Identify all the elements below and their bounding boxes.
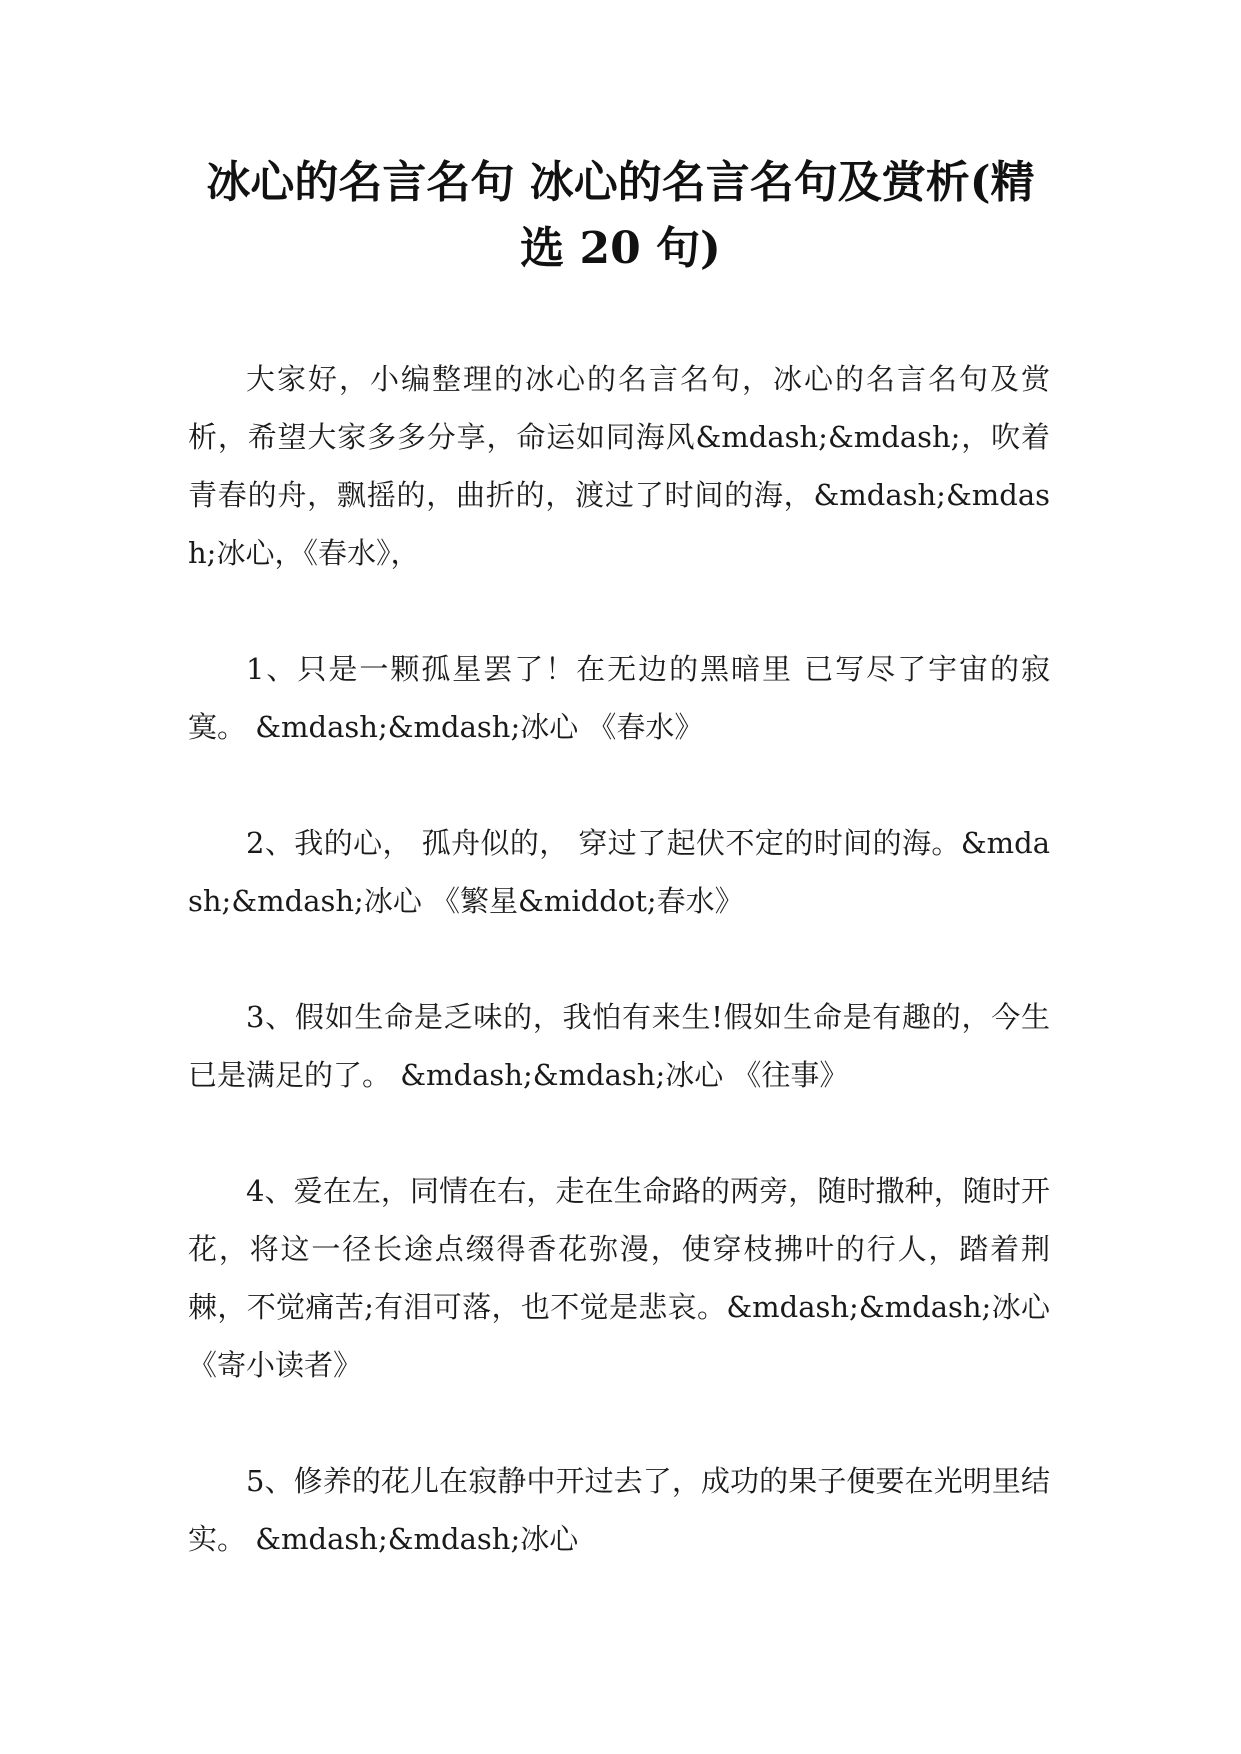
quote-paragraph-5: 5、修养的花儿在寂静中开过去了，成功的果子便要在光明里结实。 &mdash;&mdash;冰心	[188, 1464, 1050, 1556]
quote-paragraph-1: 1、只是一颗孤星罢了！在无边的黑暗里 已写尽了宇宙的寂寞。 &mdash;&mdash;冰心 《春水》	[188, 652, 1050, 744]
quote-paragraph-2: 2、我的心， 孤舟似的， 穿过了起伏不定的时间的海。&mdash;&mdash;冰心 《繁星&middot;春水》	[188, 826, 1050, 918]
document-title	[180, 150, 1061, 282]
quote-paragraph-3: 3、假如生命是乏味的，我怕有来生!假如生命是有趣的，今生已是满足的了。 &mdash;&mdash;冰心 《往事》	[188, 1000, 1050, 1092]
intro-paragraph: 大家好，小编整理的冰心的名言名句，冰心的名言名句及赏析，希望大家多多分享，命运如同海风&mdash;&mdash;，吹着青春的舟，飘摇的，曲折的，渡过了时间的海，&mdash;&mdash;冰心，《春水》，	[188, 362, 1050, 570]
quote-paragraph-4: 4、爱在左，同情在右，走在生命路的两旁，随时撒种，随时开花，将这一径长途点缀得香花弥漫，使穿枝拂叶的行人，踏着荆棘，不觉痛苦;有泪可落，也不觉是悲哀。&mdash;&mdash;冰心 《寄小读者》	[188, 1174, 1050, 1382]
title-line-2: 选 20 句)	[520, 223, 721, 274]
title-line-1: 冰心的名言名句 冰心的名言名句及赏析(精	[206, 157, 1035, 208]
document-body	[188, 350, 1050, 1626]
